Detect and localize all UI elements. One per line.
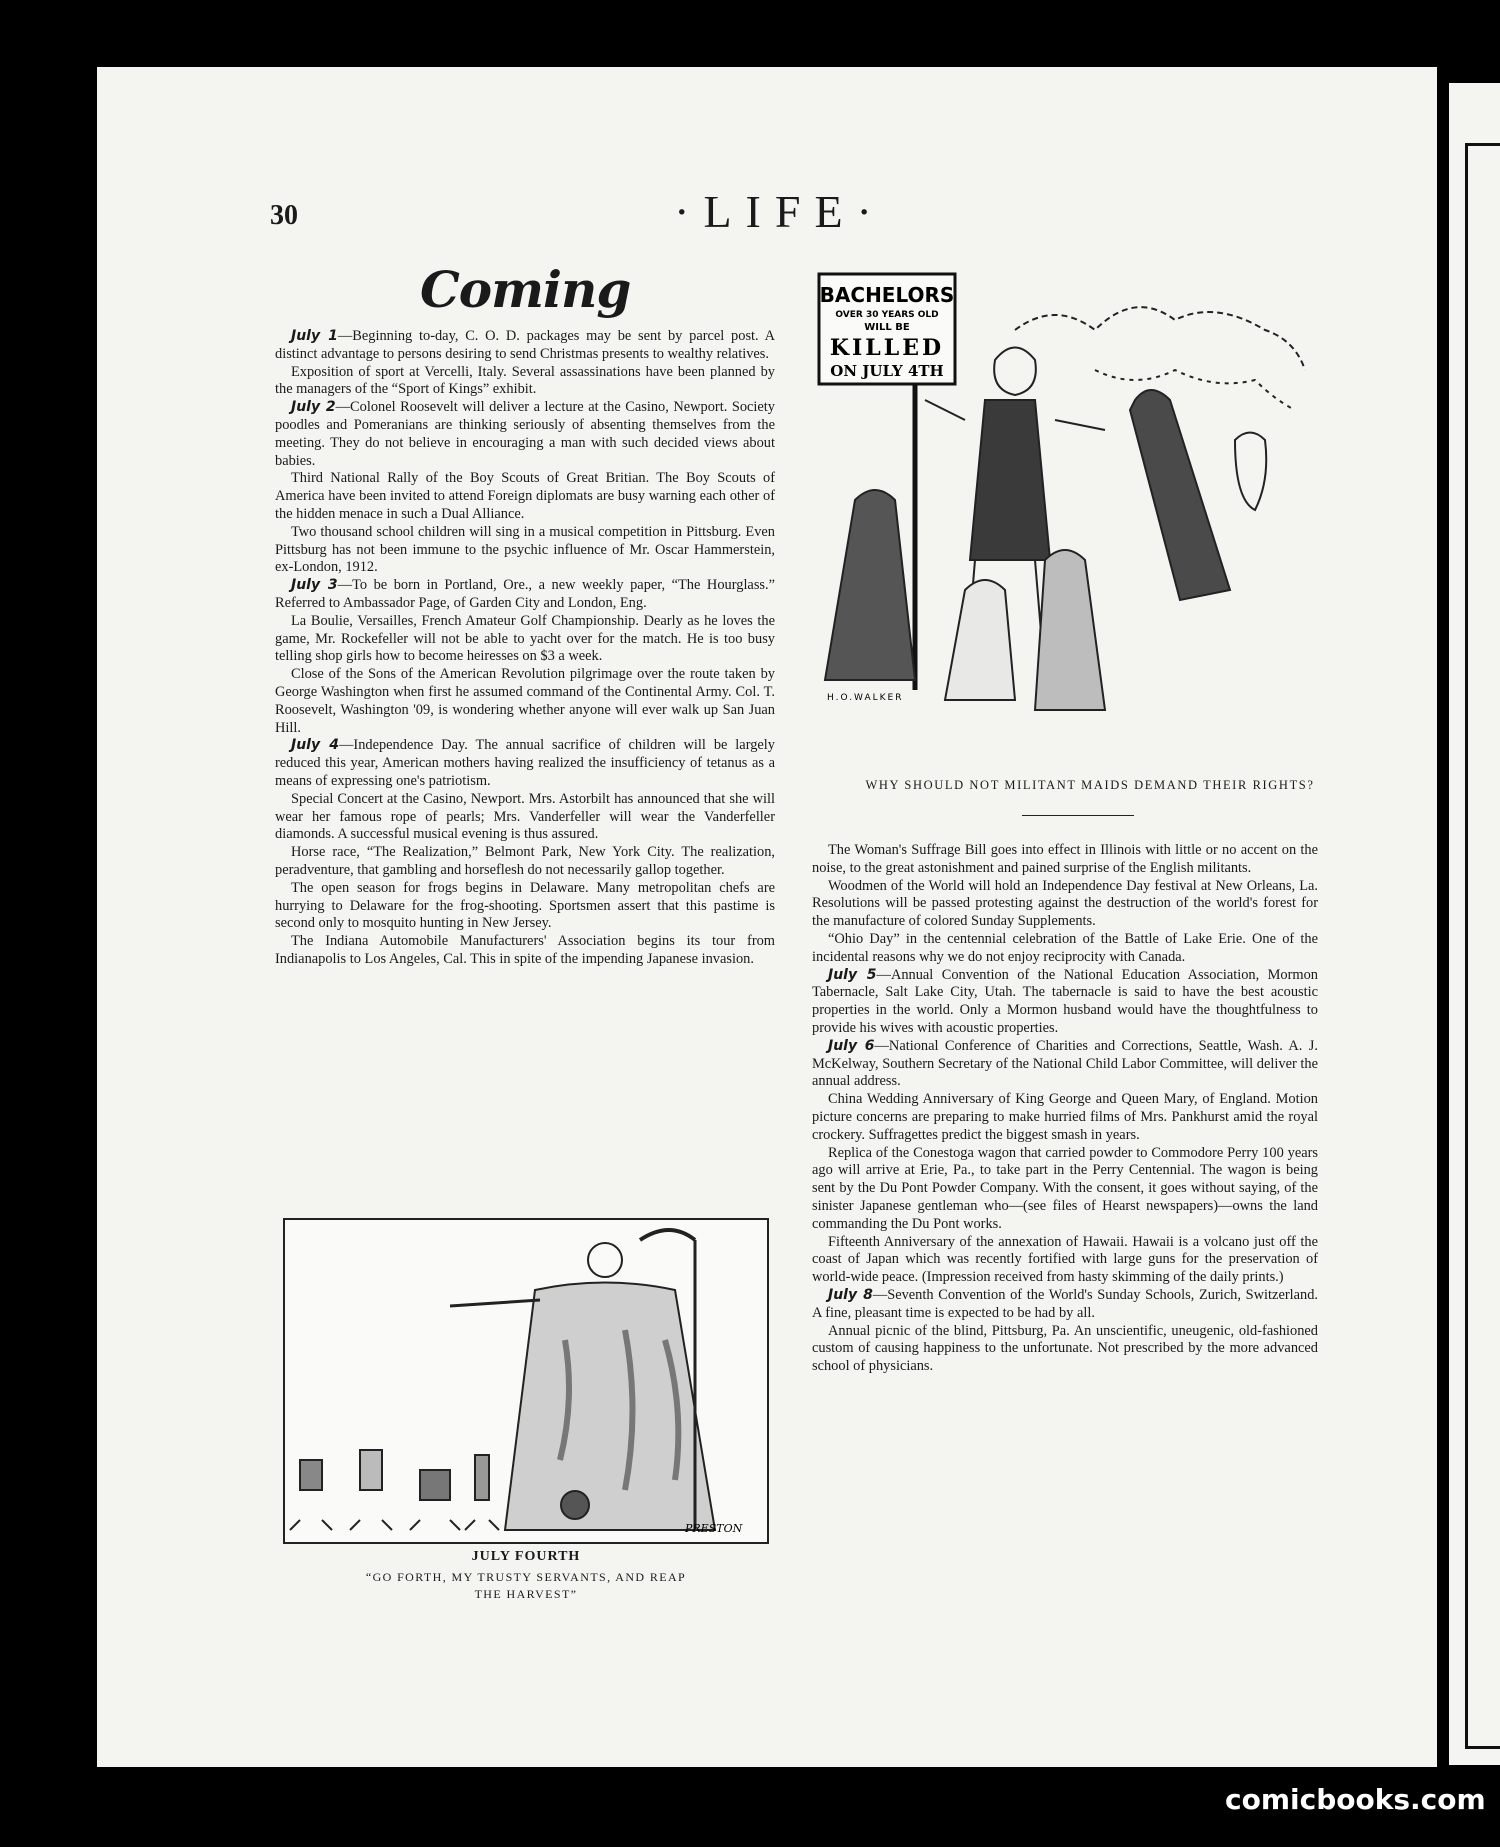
article-paragraph <box>812 1145 1318 1234</box>
article-paragraph <box>275 737 775 790</box>
facing-page-edge <box>1449 83 1500 1765</box>
article-paragraph <box>275 880 775 933</box>
paragraph-text: —National Conference of Charities and Corrections, Seattle, Wash. A. J. McKelway, Southern Secretary of the National Child Labor Committee, will deliver the annual address. <box>812 1037 1318 1090</box>
paragraph-text: —Beginning to-day, C. O. D. packages may be sent by parcel post. A distinct advantage to persons desiring to send Christmas presents to wealthy relatives. <box>275 328 776 362</box>
paragraph-text: —Independence Day. The annual sacrifice of children will be largely reduced this year, American mothers having realized the insufficiency of tetanus as a means of expressing one's patriotism. <box>275 737 775 789</box>
paragraph-text: Woodmen of the World will hold an Independence Day festival at New Orleans, La. Resolutions will be passed protesting against the destruction of the world's forest for the manufacture of colored Sunday Supplements. <box>812 877 1318 930</box>
sign-line-5: ON JULY 4TH <box>830 362 944 380</box>
article-paragraph <box>275 791 775 844</box>
paragraph-text: —Seventh Convention of the World's Sunday Schools, Zurich, Switzerland. A fine, pleasant time is expected to be had by all. <box>812 1286 1318 1321</box>
cartoon-bottom-caption-title: JULY FOURTH <box>471 1549 581 1564</box>
article-paragraph <box>275 577 775 613</box>
article-title: Coming <box>420 260 631 319</box>
cartoon-bottom-caption <box>283 1569 769 1603</box>
article-paragraph <box>812 1038 1318 1091</box>
paragraph-text: La Boulie, Versailles, French Amateur Golf Championship. Dearly as he loves the game, Mr. Rockefeller will not be able to yacht over for the match. He is too busy telling shop girls how to become heiresses on $3 a week. <box>275 612 775 665</box>
site-watermark: comicbooks.com <box>1225 1783 1486 1816</box>
date-heading: July 2 <box>291 399 336 416</box>
cartoon-july-fourth-illustration <box>283 1218 769 1544</box>
paragraph-text: Close of the Sons of the American Revolution pilgrimage over the route taken by George Washington when first he assumed command of the Continental Army. Col. T. Roosevelt, Washington '09, is wondering whether anyone will ever walk up San Juan Hill. <box>275 666 775 736</box>
paragraph-text: The Woman's Suffrage Bill goes into effect in Illinois with little or no accent on the noise, to the great astonishment and pained surprise of the English militants. <box>812 842 1318 876</box>
article-paragraph <box>812 967 1318 1038</box>
paragraph-text: Two thousand school children will sing in a musical competition in Pittsburg. Even Pittsburg has not been immune to the psychic influence of Mr. Oscar Hammerstein, ex-London, 1912. <box>275 523 775 576</box>
paragraph-text: Fifteenth Anniversary of the annexation of Hawaii. Hawaii is a volcano just off the coast of Japan which was recently fortified with large guns for the preservation of world-wide peace. (Impression received from hasty skimming of the daily prints.) <box>812 1233 1318 1286</box>
article-paragraph <box>275 364 775 400</box>
caption-line-1: “GO FORTH, MY TRUSTY SERVANTS, AND REAP <box>365 1570 687 1584</box>
page-number: 30 <box>270 200 298 231</box>
sign-line-1: BACHELORS <box>819 283 955 307</box>
article-paragraph <box>275 613 775 666</box>
paragraph-text: Third National Rally of the Boy Scouts of Great Britian. The Boy Scouts of America have been invited to attend Foreign diplomats are busy warning each other of the hidden menace in such a Dual Alliance. <box>275 470 775 522</box>
paragraph-text: The open season for frogs begins in Delaware. Many metropolitan chefs are hurrying to Delaware for the frog-shooting. Sportsmen assert that this pastime is second only to mosquito hunting in New Jersey. <box>275 879 775 932</box>
article-paragraph <box>812 1091 1318 1144</box>
date-heading: July 1 <box>291 328 338 344</box>
paragraph-text: China Wedding Anniversary of King George and Queen Mary, of England. Motion picture concerns are preparing to make hurried films of Mrs. Pankhurst amid the royal crockery. Suffragettes predict the biggest smash in years. <box>812 1091 1318 1143</box>
paragraph-text: Replica of the Conestoga wagon that carried powder to Commodore Perry 100 years ago will arrive at Erie, Pa., to take part in the Perry Centennial. The wagon is being sent by the Du Pont Powder Company. With the consent, it goes without saying, of the sinister Japanese gentleman who—(see files of Hearst newspapers)—owns the land commanding the Du Pont works. <box>812 1144 1318 1232</box>
article-paragraph <box>275 328 775 364</box>
article-paragraph <box>275 470 775 523</box>
paragraph-text: Special Concert at the Casino, Newport. Mrs. Astorbilt has announced that she will wear her famous rope of pearls; Mrs. Vanderfeller will wear the Vanderfeller diamonds. A successful musical evening is thus assured. <box>275 790 775 843</box>
article-paragraph <box>812 1234 1318 1287</box>
article-paragraph <box>812 878 1318 931</box>
article-paragraph <box>275 666 775 737</box>
date-heading: July 6 <box>828 1037 875 1054</box>
date-heading: July 4 <box>291 737 340 754</box>
article-paragraph <box>812 842 1318 878</box>
cartoon-bachelors-illustration <box>815 270 1355 770</box>
caption-line-2: THE HARVEST” <box>474 1587 578 1601</box>
paragraph-text: “Ohio Day” in the centennial celebration of the Battle of Lake Erie. One of the incidental reasons why we do not enjoy reciprocity with Canada. <box>812 930 1318 965</box>
facing-page-border <box>1465 143 1500 1749</box>
article-paragraph <box>812 1287 1318 1323</box>
paragraph-text: —Colonel Roosevelt will deliver a lecture at the Casino, Newport. Society poodles and Pomeranians are thinking seriously of absenting themselves from the meeting. They do not believe in encouraging a man with such decided views about babies. <box>275 399 775 469</box>
section-rule <box>1022 815 1134 816</box>
article-paragraph <box>812 931 1318 967</box>
date-heading: July 8 <box>828 1286 873 1303</box>
date-heading: July 3 <box>291 577 338 594</box>
article-paragraph <box>812 1323 1318 1376</box>
cartoon-top-signature: H.O.WALKER <box>827 693 904 703</box>
article-paragraph <box>275 933 775 969</box>
sign-line-3: WILL BE <box>864 322 910 333</box>
paragraph-text: Exposition of sport at Vercelli, Italy. Several assassinations have been planned by the managers of the “Sport of Kings” exhibit. <box>275 363 775 398</box>
cartoon-top-caption: WHY SHOULD NOT MILITANT MAIDS DEMAND THEIR RIGHTS? <box>865 778 1315 792</box>
right-column <box>812 842 1318 1376</box>
paragraph-text: Annual picnic of the blind, Pittsburg, Pa. An unscientific, uneugenic, old-fashioned custom of causing happiness to the unfortunate. Not prescribed by the more advanced school of physicians. <box>812 1322 1318 1375</box>
date-heading: July 5 <box>828 966 877 983</box>
paragraph-text: Horse race, “The Realization,” Belmont Park, New York City. The realization, peradventure, that gambling and horseflesh do not necessarily gallop together. <box>275 844 775 878</box>
paragraph-text: —Annual Convention of the National Education Association, Mormon Tabernacle, Salt Lake City, Utah. The tabernacle is said to have the best acoustic properties in the world. Only a Mormon husband would have the thoughtfulness to provide his wives with acoustic properties. <box>812 966 1318 1036</box>
masthead: ·LIFE· <box>674 186 886 237</box>
article-paragraph <box>275 524 775 577</box>
article-paragraph <box>275 399 775 470</box>
sign-line-2: OVER 30 YEARS OLD <box>835 310 939 320</box>
paragraph-text: The Indiana Automobile Manufacturers' Association begins its tour from Indianapolis to Los Angeles, Cal. This in spite of the impending Japanese invasion. <box>275 933 775 967</box>
left-column <box>275 328 775 969</box>
sign-line-4: KILLED <box>829 335 945 361</box>
article-paragraph <box>275 844 775 880</box>
paragraph-text: —To be born in Portland, Ore., a new weekly paper, “The Hourglass.” Referred to Ambassador Page, of Garden City and London, Eng. <box>275 577 776 611</box>
cartoon-bottom-signature: PRESTON <box>685 1522 743 1535</box>
